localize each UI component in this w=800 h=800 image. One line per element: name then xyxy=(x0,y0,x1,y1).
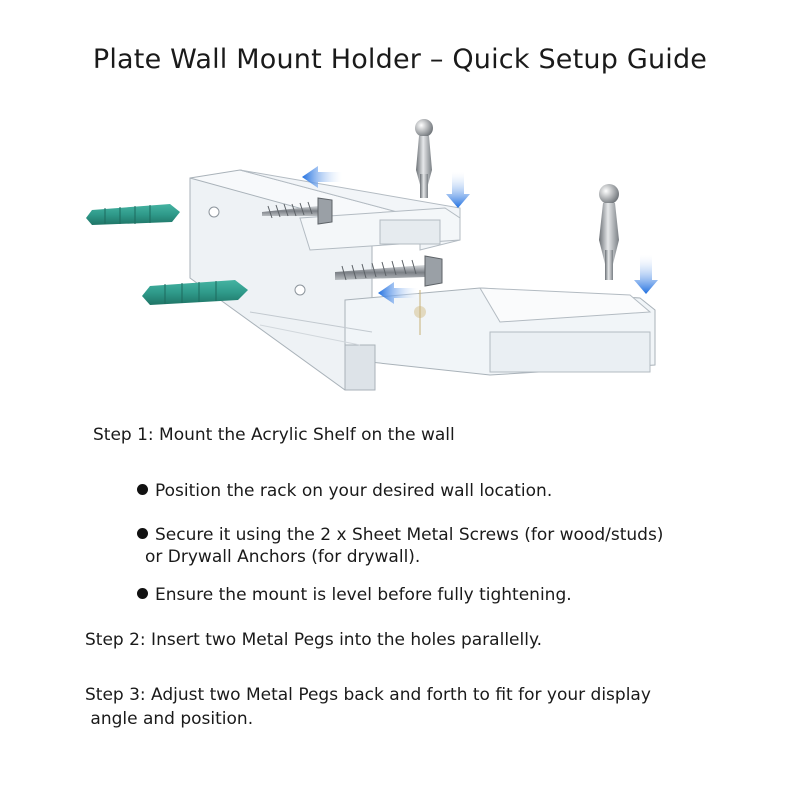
wall-anchor-icon xyxy=(86,204,180,225)
direction-arrow-icon xyxy=(634,255,658,294)
step-3-heading: Step 3: Adjust two Metal Pegs back and forth to fit for your display xyxy=(85,685,651,705)
direction-arrow-icon xyxy=(446,172,470,208)
metal-peg-icon xyxy=(415,119,433,198)
acrylic-shelf xyxy=(190,170,655,390)
step-3-continuation: angle and position. xyxy=(85,709,254,729)
bullet-dot-icon xyxy=(137,588,148,599)
page-title: Plate Wall Mount Holder – Quick Setup Guide xyxy=(92,44,708,75)
bullet-item: Secure it using the 2 x Sheet Metal Screws (for wood/studs) or Drywall Anchors (for drywall). xyxy=(137,524,663,568)
bullet-continuation: or Drywall Anchors (for drywall). xyxy=(145,547,421,567)
bullet-item: Ensure the mount is level before fully tightening. xyxy=(137,584,572,606)
bullet-item: Position the rack on your desired wall location. xyxy=(137,480,552,502)
bullet-dot-icon xyxy=(137,528,148,539)
mount-assembly-illustration xyxy=(0,100,800,410)
metal-peg-icon xyxy=(599,184,619,280)
step-2-heading: Step 2: Insert two Metal Pegs into the holes parallelly. xyxy=(85,630,542,650)
bullet-dot-icon xyxy=(137,484,148,495)
step-1-heading: Step 1: Mount the Acrylic Shelf on the wall xyxy=(93,425,455,445)
